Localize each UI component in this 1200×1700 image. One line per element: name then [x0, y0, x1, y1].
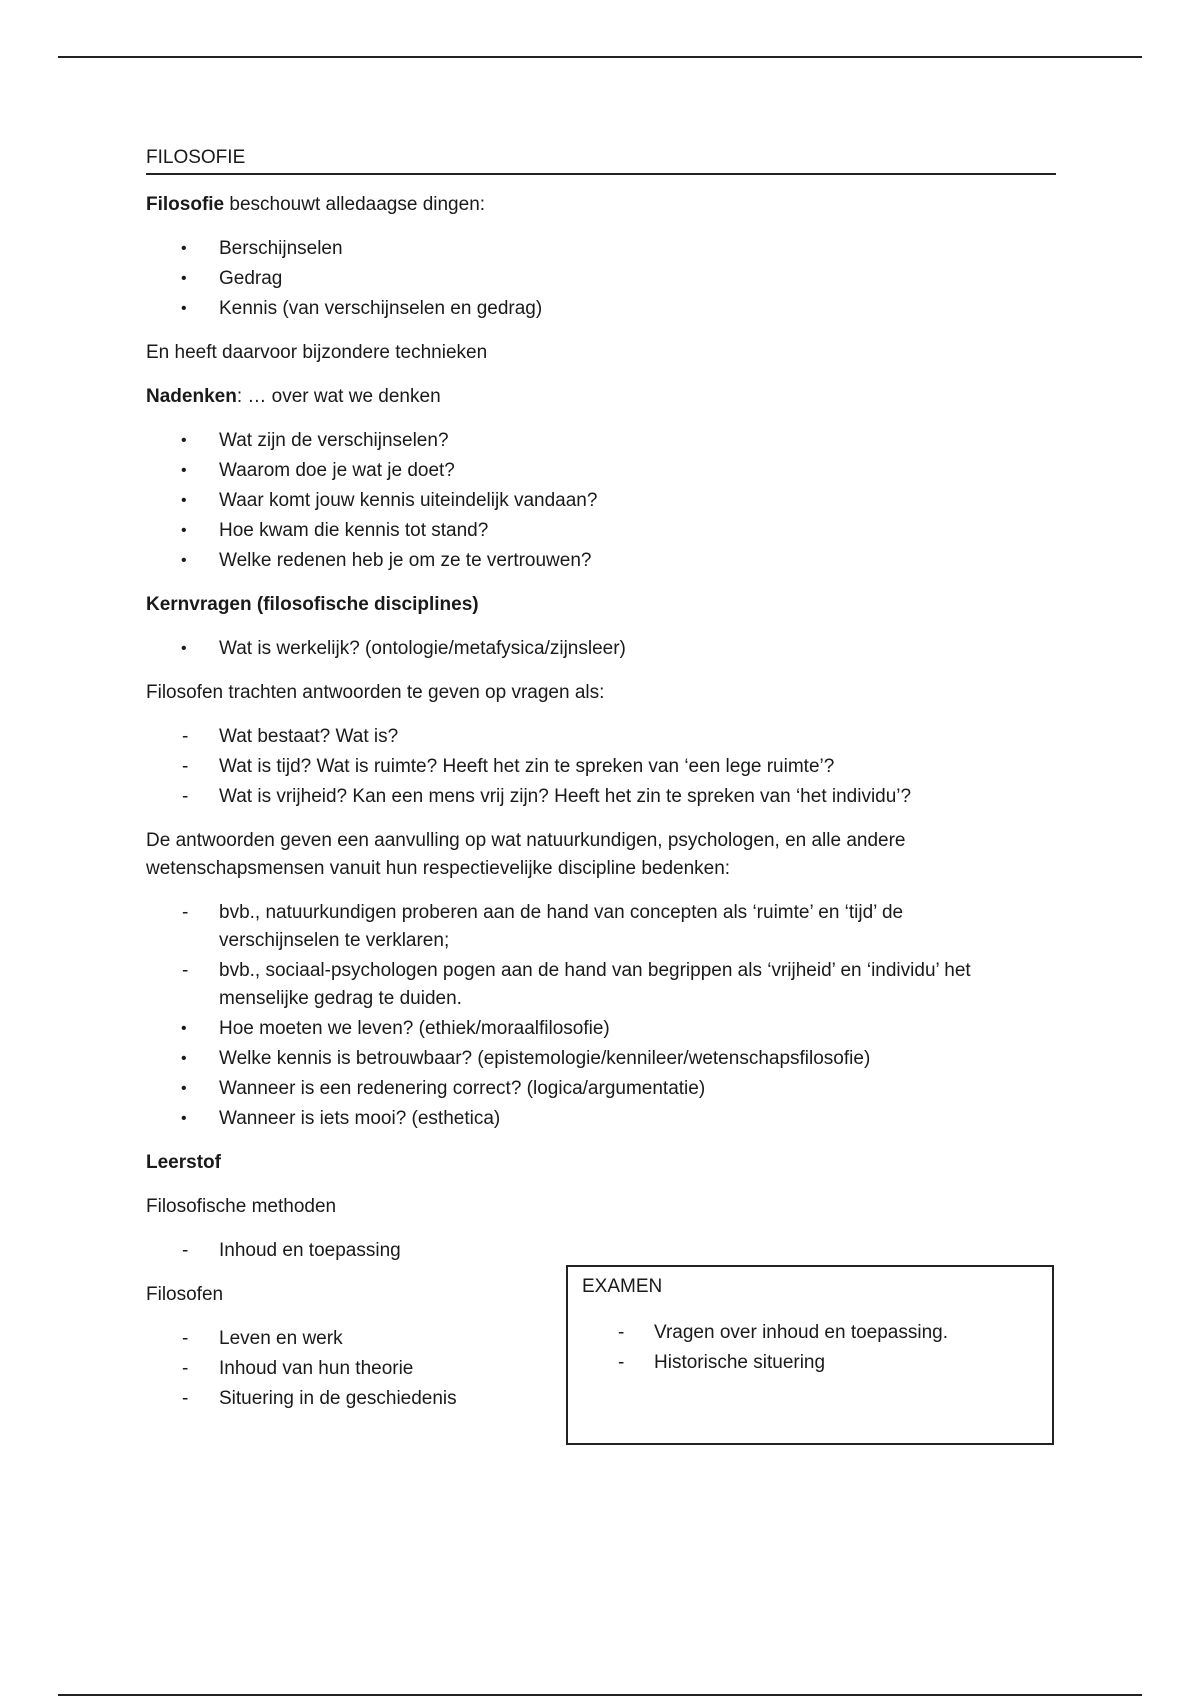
list-item: - Wat is vrijheid? Kan een mens vrij zijn? Heeft het zin te spreken van ‘het individu’?: [146, 783, 1056, 811]
bullet-icon: •: [181, 270, 187, 287]
exam-list: [582, 1319, 1038, 1377]
dash-icon: -: [182, 1388, 189, 1409]
dash-icon: -: [182, 756, 189, 777]
list-item: - Inhoud van hun theorie: [146, 1355, 1056, 1383]
bullet-icon: •: [181, 1110, 187, 1127]
intro-rest: beschouwt alledaagse dingen:: [224, 194, 486, 215]
list-item: - Vragen over inhoud en toepassing.: [582, 1319, 1038, 1347]
bullet-icon: •: [181, 640, 187, 657]
list-item: • Welke redenen heb je om ze te vertrouwen?: [146, 547, 1056, 575]
list-item: - Inhoud en toepassing: [146, 1237, 1056, 1265]
dash-icon: -: [182, 786, 189, 807]
list-item: • Waarom doe je wat je doet?: [146, 457, 1056, 485]
kernvragen-list: [146, 635, 1056, 663]
dash-icon: -: [182, 902, 189, 923]
examples-list: [146, 899, 1056, 1013]
list-item: - Wat bestaat? Wat is?: [146, 723, 1056, 751]
dash-icon: -: [182, 1240, 189, 1261]
bullet-icon: •: [181, 240, 187, 257]
bullet-icon: •: [181, 522, 187, 539]
bottom-rule: [58, 1694, 1142, 1696]
nadenken-list: [146, 427, 1056, 575]
list-item: - bvb., sociaal-psychologen pogen aan de hand van begrippen als ‘vrijheid’ en ‘individu’ het menselijke gedrag te duiden.: [146, 957, 1049, 1013]
disciplines-list: [146, 1015, 1056, 1133]
list-item: • Wanneer is een redenering correct? (logica/argumentatie): [146, 1075, 1056, 1103]
dash-icon: -: [618, 1322, 625, 1343]
list-item: • Gedrag: [146, 265, 1056, 293]
bullet-icon: •: [181, 300, 187, 317]
bullet-icon: •: [181, 462, 187, 479]
list-item: • Wanneer is iets mooi? (esthetica): [146, 1105, 1056, 1133]
questions-list: [146, 723, 1056, 811]
bullet-icon: •: [181, 1020, 187, 1037]
nadenken-bold: Nadenken: [146, 386, 237, 407]
methoden-label: Filosofische methoden: [146, 1196, 337, 1217]
document-body: [146, 144, 1056, 1429]
list-item: - Leven en werk: [146, 1325, 1056, 1353]
methoden-list: [146, 1237, 1056, 1265]
list-item: - Wat is tijd? Wat is ruimte? Heeft het zin te spreken van ‘een lege ruimte’?: [146, 753, 1056, 781]
exam-title: EXAMEN: [582, 1276, 663, 1297]
intro-list: [146, 235, 1056, 323]
list-item: - Historische situering: [582, 1349, 1038, 1377]
bullet-icon: •: [181, 432, 187, 449]
antwoorden-paragraph: De antwoorden geven een aanvulling op wat natuurkundigen, psychologen, en alle andere wetenschapsmensen vanuit hun respectievelijke discipline bedenken:: [146, 830, 906, 879]
list-item: • Wat zijn de verschijnselen?: [146, 427, 1056, 455]
list-item: • Hoe moeten we leven? (ethiek/moraalfilosofie): [146, 1015, 1056, 1043]
list-item: • Kennis (van verschijnselen en gedrag): [146, 295, 1056, 323]
list-item: • Wat is werkelijk? (ontologie/metafysica/zijnsleer): [146, 635, 1056, 663]
dash-icon: -: [182, 726, 189, 747]
dash-icon: -: [182, 1358, 189, 1379]
techniques-paragraph: En heeft daarvoor bijzondere technieken: [146, 342, 488, 363]
dash-icon: -: [618, 1352, 625, 1373]
dash-icon: -: [182, 960, 189, 981]
list-item: • Waar komt jouw kennis uiteindelijk vandaan?: [146, 487, 1056, 515]
bullet-icon: •: [181, 1050, 187, 1067]
list-item: • Hoe kwam die kennis tot stand?: [146, 517, 1056, 545]
list-item: - Situering in de geschiedenis: [146, 1385, 1056, 1413]
list-item: - bvb., natuurkundigen proberen aan de hand van concepten als ‘ruimte’ en ‘tijd’ de verschijnselen te verklaren;: [146, 899, 979, 955]
intro-paragraph: [146, 191, 1056, 219]
page-title: FILOSOFIE: [146, 144, 1056, 175]
list-item: • Welke kennis is betrouwbaar? (epistemologie/kennileer/wetenschapsfilosofie): [146, 1045, 1056, 1073]
nadenken-rest: : … over wat we denken: [236, 386, 441, 407]
bullet-icon: •: [181, 552, 187, 569]
nadenken-paragraph: [146, 383, 1056, 411]
dash-icon: -: [182, 1328, 189, 1349]
bullet-icon: •: [181, 492, 187, 509]
bullet-icon: •: [181, 1080, 187, 1097]
intro-bold: Filosofie: [146, 194, 225, 215]
filosofen-trachten-paragraph: Filosofen trachten antwoorden te geven op vragen als:: [146, 682, 605, 703]
leerstof-section: [146, 1149, 1056, 1413]
top-rule: [58, 56, 1142, 58]
leerstof-heading: Leerstof: [146, 1152, 221, 1173]
exam-box: [566, 1265, 1054, 1445]
list-item: • Berschijnselen: [146, 235, 1056, 263]
filosofen-label: Filosofen: [146, 1284, 224, 1305]
kernvragen-heading: Kernvragen (filosofische disciplines): [146, 594, 479, 615]
